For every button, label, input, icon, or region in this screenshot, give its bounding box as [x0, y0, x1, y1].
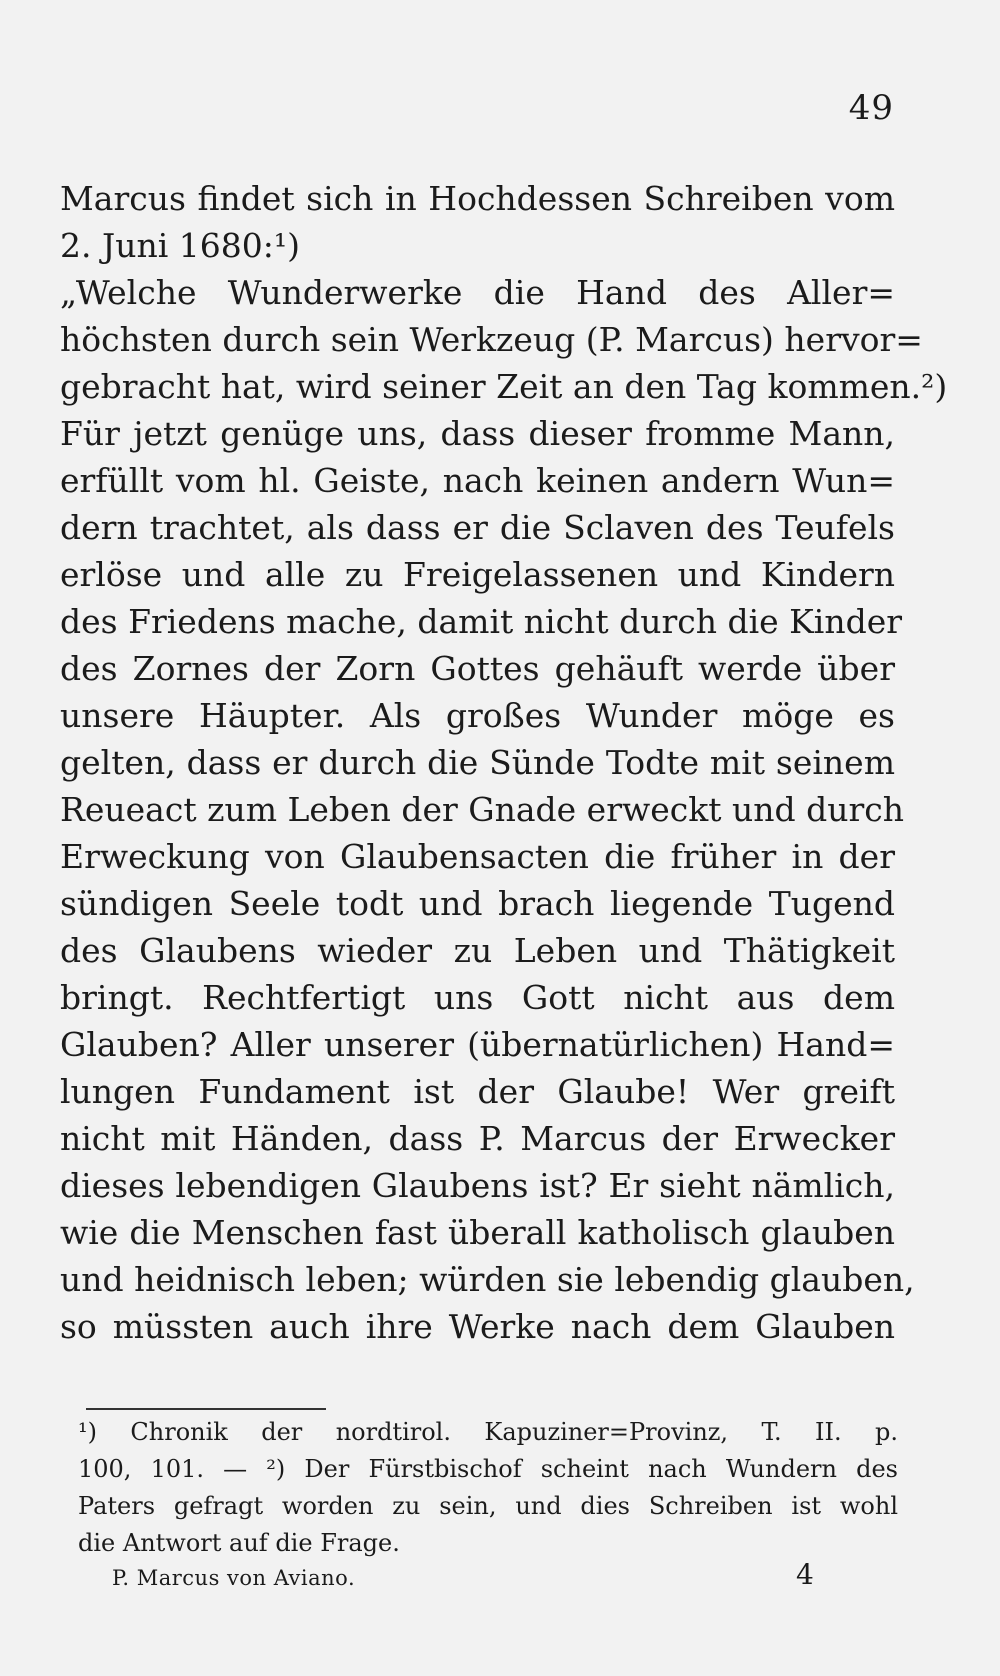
text-line: Glauben? Aller unserer (übernatürlichen) Hand= [60, 1025, 895, 1064]
footnote-line: die Antwort auf die Frage. [78, 1529, 400, 1557]
footnote-line: 100, 101. — ²) Der Fürstbischof scheint nach Wundern des [78, 1455, 898, 1483]
text-line: des Friedens mache, damit nicht durch die Kinder [60, 602, 903, 641]
text-line: wie die Menschen fast überall katholisch glauben [60, 1213, 895, 1252]
footnote-line: Paters gefragt worden zu sein, und dies Schreiben ist wohl [78, 1492, 898, 1520]
text-line: gebracht hat, wird seiner Zeit an den Tag kommen.²) [60, 367, 948, 406]
text-line: erfüllt vom hl. Geiste, nach keinen andern Wun= [60, 461, 895, 500]
text-line: nicht mit Händen, dass P. Marcus der Erwecker [60, 1119, 895, 1158]
page-number: 49 [848, 88, 894, 128]
text-line: Reueact zum Leben der Gnade erweckt und durch [60, 790, 904, 829]
text-line: Marcus findet sich in Hochdessen Schreiben vom [60, 179, 895, 218]
text-line: höchsten durch sein Werkzeug (P. Marcus) hervor= [60, 320, 923, 359]
text-line: erlöse und alle zu Freigelassenen und Kindern [60, 555, 895, 594]
text-line: sündigen Seele todt und brach liegende Tugend [60, 884, 895, 923]
text-line: Erweckung von Glaubensacten die früher in der [60, 837, 895, 876]
text-line: dieses lebendigen Glaubens ist? Er sieht nämlich, [60, 1166, 895, 1205]
text-line: des Zornes der Zorn Gottes gehäuft werde über [60, 649, 895, 688]
text-line: des Glaubens wieder zu Leben und Thätigkeit [60, 931, 895, 970]
text-line: und heidnisch leben; würden sie lebendig glauben, [60, 1260, 915, 1299]
text-line: Für jetzt genüge uns, dass dieser fromme Mann, [60, 414, 895, 453]
text-line: unsere Häupter. Als großes Wunder möge es [60, 696, 895, 735]
text-line: 2. Juni 1680:¹) [60, 226, 300, 265]
text-line: dern trachtet, als dass er die Sclaven des Teufels [60, 508, 895, 547]
text-line: gelten, dass er durch die Sünde Todte mit seinem [60, 743, 895, 782]
sheet-number: 4 [796, 1558, 814, 1591]
printer-signature: P. Marcus von Aviano. [112, 1566, 356, 1590]
footnote-divider [86, 1408, 326, 1410]
text-line: „Welche Wunderwerke die Hand des Aller= [60, 273, 895, 312]
text-line: bringt. Rechtfertigt uns Gott nicht aus dem [60, 978, 895, 1017]
footnote-line: ¹) Chronik der nordtirol. Kapuziner=Provinz, T. II. p. [78, 1418, 898, 1446]
text-line: lungen Fundament ist der Glaube! Wer greift [60, 1072, 895, 1111]
text-line: so müssten auch ihre Werke nach dem Glauben [60, 1307, 895, 1346]
